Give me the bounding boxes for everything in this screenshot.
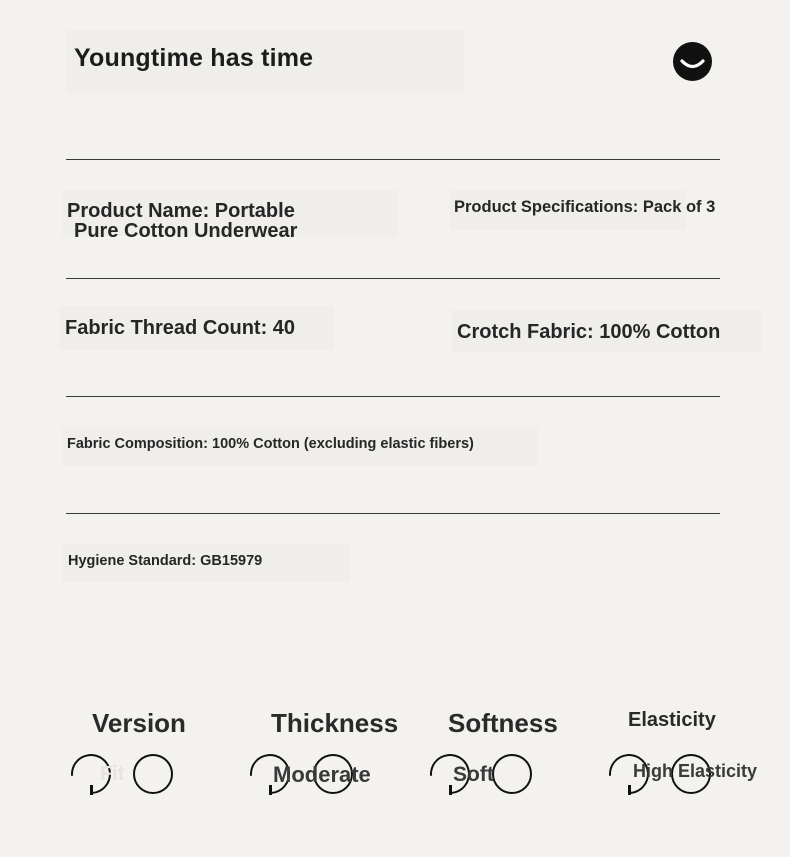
attr-label-elasticity: Elasticity [628,709,716,731]
attr-value-softness: Soft [453,763,494,786]
ring-tick-mark [628,785,631,795]
hygiene-standard: Hygiene Standard: GB15979 [68,553,263,569]
product-name [67,201,297,241]
product-name-line1: Product Name: Portable [67,200,295,222]
attr-value-thickness: Moderate [273,762,371,787]
option-ring-right-icon [133,754,173,794]
attr-value-version: Fit [100,763,125,785]
smile-logo-glyph [673,42,712,81]
divider-1 [66,159,720,160]
ring-tick-mark [269,785,272,795]
option-ring-right-icon [492,754,532,794]
attr-label-version: Version [92,708,186,738]
ring-tick-mark [449,785,452,795]
divider-4 [66,513,720,514]
attr-label-softness: Softness [448,708,558,738]
divider-2 [66,278,720,279]
attr-value-elasticity: High Elasticity [633,761,758,781]
brand-title: Youngtime has time [74,44,314,72]
divider-3 [66,396,720,397]
crotch-fabric: Crotch Fabric: 100% Cotton [457,321,721,343]
product-name-line2: Pure Cotton Underwear [74,220,298,242]
attr-label-thickness: Thickness [271,708,399,738]
smile-logo-icon [673,42,712,81]
fabric-thread-count: Fabric Thread Count: 40 [65,317,296,339]
ring-tick-mark [90,785,93,795]
fabric-composition: Fabric Composition: 100% Cotton (excluding elastic fibers) [67,436,474,452]
product-specifications: Product Specifications: Pack of 3 [454,198,716,216]
